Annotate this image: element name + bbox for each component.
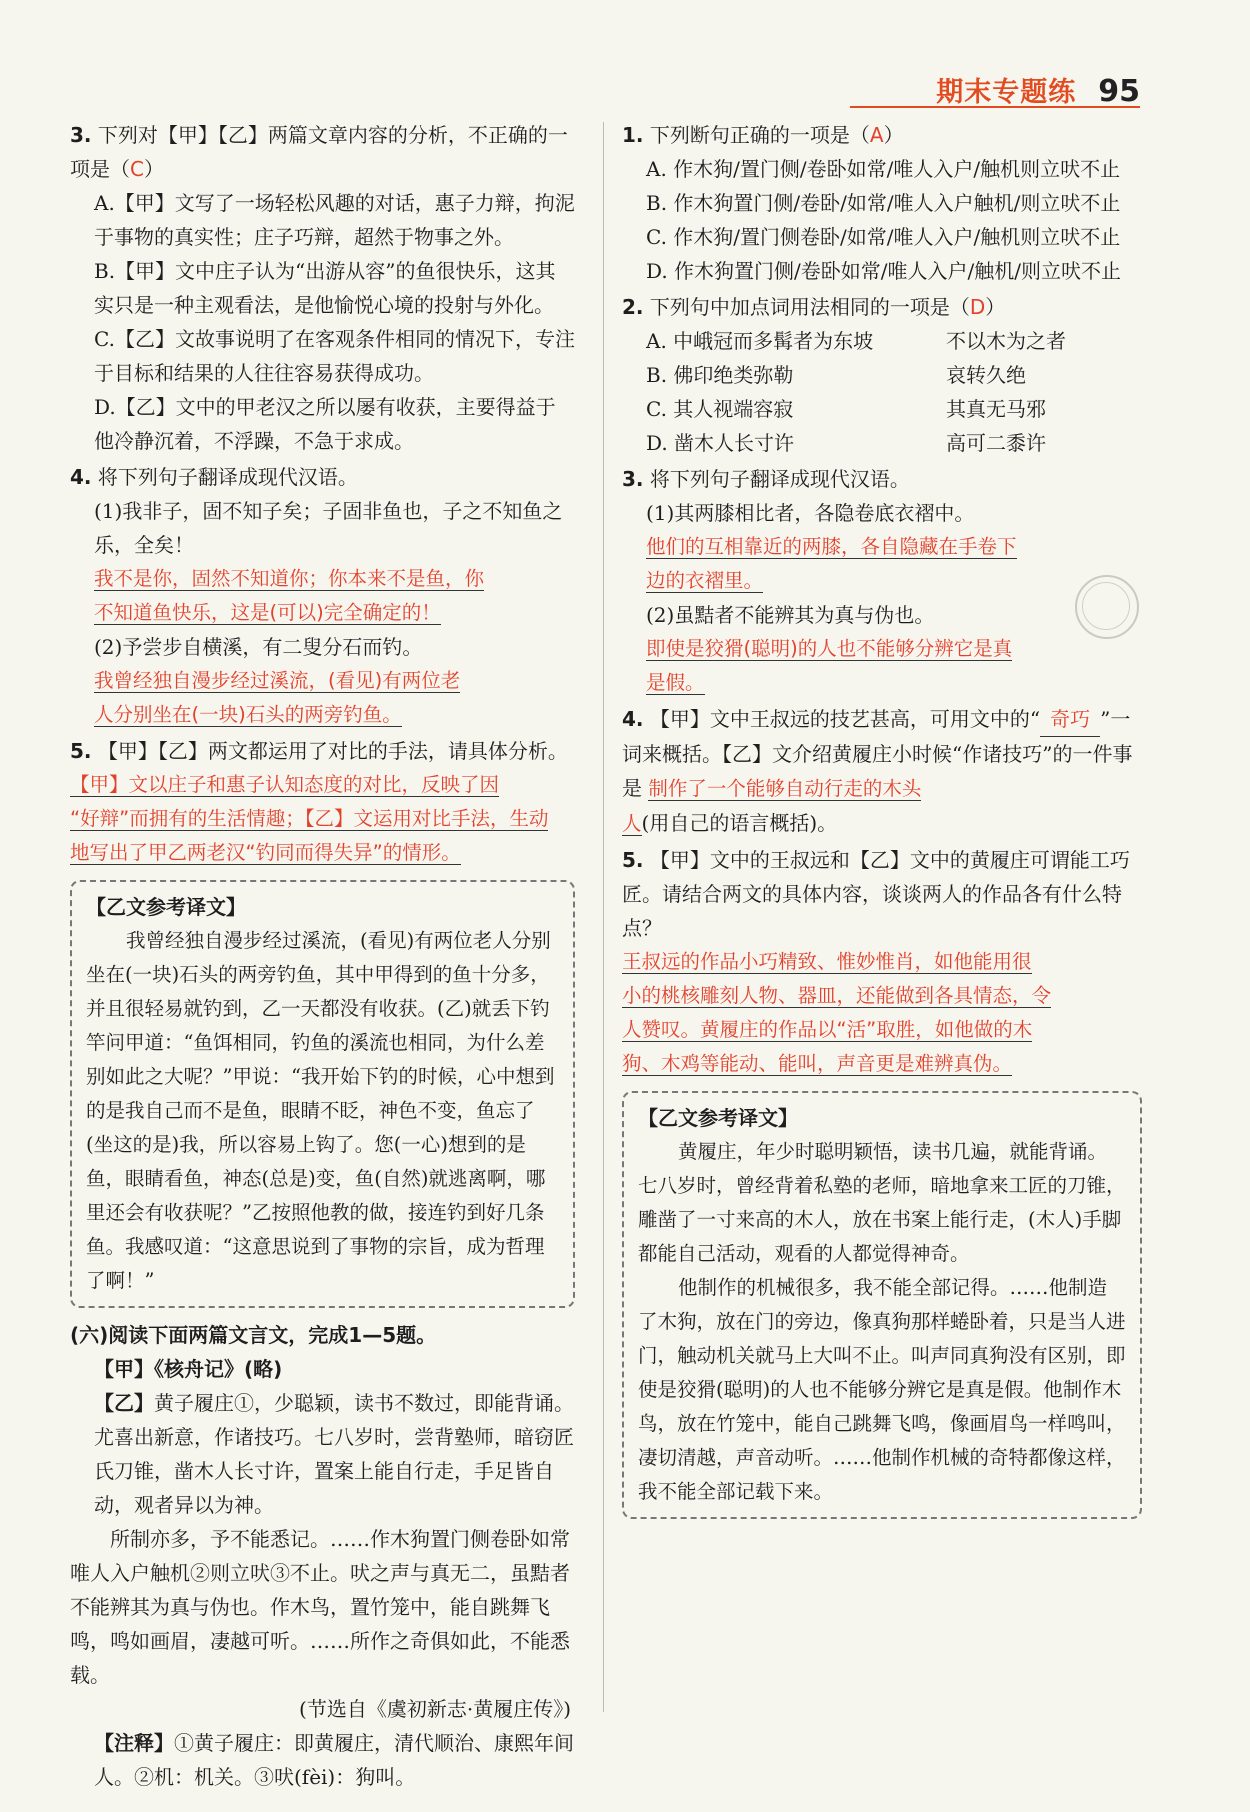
answer-line: 狗、木鸡等能动、能叫，声音更是难辨真伪。: [622, 1052, 1013, 1075]
question-stem: 下列句中加点词用法相同的一项是（: [649, 295, 970, 319]
answer: [622, 945, 1142, 1081]
sentence-1: (1)其两膝相比者，各隐卷底衣褶中。: [646, 501, 975, 525]
translation-body: 我曾经独自漫步经过溪流，(看见)有两位老人分别坐在(一块)石头的两旁钓鱼，其中甲得到的鱼十分多，并且很轻易就钓到，乙一天都没有收获。(乙)就丢下钓竿问甲道：“鱼饵相同，钓鱼的溪流也相同，为什么差别如此之大呢？”甲说：“我开始下钓的时候，心中想到的是我自己而不是鱼，眼睛不眨，神色不变，鱼忘了(坐这的是)我，所以容易上钩了。您(一心)想到的是鱼，眼睛看鱼，神态(总是)变，鱼(自然)就逃离啊，哪里还会有收获呢？”乙按照他教的做，接连钓到好几条鱼。我感叹道：“这意思说到了事物的宗旨，成为哲理了啊！”: [86, 929, 555, 1292]
reference-translation-box: [70, 880, 575, 1308]
question-stem: 将下列句子翻译成现代汉语。: [97, 465, 358, 489]
fill-blank-answer: 奇巧: [1040, 702, 1100, 737]
text-yi-label: 【乙】: [94, 1391, 154, 1415]
section-6: [70, 1318, 575, 1794]
note-text: ①黄子履庄：即黄履庄，清代顺治、康熙年间人。②机：机关。③吠(fèi)：狗叫。: [94, 1731, 574, 1789]
answer-line: 即使是狡猾(聪明)的人也不能够分辨它是真: [646, 637, 1013, 660]
translation-p2: 他制作的机械很多，我不能全部记得。……他制造了木狗，放在门的旁边，像真狗那样蜷卧着，只是当人进门，触动机关就马上大叫不止。叫声同真狗没有区别，即使是狡猾(聪明)的人也不能够分辨它是真是假。他制作木鸟，放在竹笼中，能自己跳舞飞鸣，像画眉鸟一样鸣叫，凄切清越，声音动听。……他制作机械的奇特都像这样，我不能全部记载下来。: [638, 1276, 1126, 1503]
answer: [70, 768, 575, 870]
left-question-3: [70, 118, 575, 458]
reference-translation-box: [622, 1091, 1142, 1519]
answer-1: [70, 562, 575, 630]
question-stem: 【甲】文中的王叔远和【乙】文中的黄履庄可谓能工巧匠。请结合两文的具体内容，谈谈两人的作品各有什么特点？: [622, 848, 1130, 940]
text-yi-p1: 黄子履庄①，少聪颖，读书不数过，即能背诵。尤喜出新意，作诸技巧。七八岁时，尝背塾师，暗窃匠氏刀锥，凿木人长寸许，置案上能自行走，手足皆自动，观者异以为神。: [94, 1391, 574, 1517]
question-stem: 下列对【甲】【乙】两篇文章内容的分析，不正确的一项是（: [70, 123, 568, 181]
question-text-c: (用自己的语言概括)。: [641, 811, 838, 835]
answer-line: “好辩”而拥有的生活情趣；【乙】文运用对比手法，生动: [70, 807, 549, 830]
answer-line: 他们的互相靠近的两膝，各自隐藏在手卷下: [646, 535, 1017, 558]
answer-line: 不知道鱼快乐，这是(可以)完全确定的！: [94, 601, 441, 624]
translation-title: 【乙文参考译文】: [638, 1106, 798, 1130]
question-number: 5.: [622, 848, 644, 872]
answer-choice: D: [969, 295, 986, 319]
option-a-left: A. 中峨冠而多髯者为东坡: [646, 329, 874, 353]
option-b: B.【甲】文中庄子认为“出游从容”的鱼很快乐，这其实只是一种主观看法，是他愉悦心境的投射与外化。: [94, 259, 556, 317]
question-stem-end: ）: [985, 295, 1006, 319]
question-number: 1.: [622, 123, 644, 147]
option-b-left: B. 佛印绝类弥勒: [646, 363, 794, 387]
option-a-right: 不以木为之者: [946, 329, 1066, 353]
column-divider: [603, 122, 604, 1712]
option-d: D. 作木狗置门侧/卷卧如常/唯人入户/触机/则立吠不止: [646, 259, 1121, 283]
answer-2: [622, 632, 1142, 700]
sentence-2: (2)予尝步自横溪，有二叟分石而钓。: [94, 635, 423, 659]
answer-line: 人赞叹。黄履庄的作品以“活”取胜，如他做的木: [622, 1018, 1033, 1041]
answer-line: 小的桃核雕刻人物、器皿，还能做到各具情态，令: [622, 984, 1052, 1007]
option-d-left: D. 凿木人长寸许: [646, 431, 795, 455]
text-yi-p2: 所制亦多，予不能悉记。……作木狗置门侧卷卧如常唯人入户触机②则立吠③不止。吠之声与真无二，虽黠者不能辨其为真与伪也。作木鸟，置竹笼中，能自跳舞飞鸣，鸣如画眉，凄越可听。……所作之奇俱如此，不能悉载。: [70, 1527, 570, 1687]
header-rule: [850, 106, 1140, 108]
answer-line: 是假。: [646, 671, 705, 694]
question-stem-end: ）: [143, 157, 164, 181]
right-column: [622, 118, 1142, 1529]
option-d: D.【乙】文中的甲老汉之所以屡有收获，主要得益于他冷静沉着，不浮躁，不急于求成。: [94, 395, 556, 453]
left-question-5: [70, 734, 575, 870]
answer-choice: C: [130, 157, 144, 181]
right-question-3: [622, 462, 1142, 700]
right-question-4: [622, 702, 1142, 841]
answer-line: 地写出了甲乙两老汉“钓同而得失异”的情形。: [70, 841, 461, 864]
option-c-right: 其真无马邪: [946, 397, 1046, 421]
translation-title: 【乙文参考译文】: [86, 895, 246, 919]
option-c: C. 作木狗/置门侧卷卧/如常/唯人入户/触机则立吠不止: [646, 225, 1121, 249]
section-title: (六)阅读下面两篇文言文，完成1—5题。: [70, 1323, 437, 1347]
option-a: A.【甲】文写了一场轻松风趣的对话，惠子力辩，拘泥于事物的真实性；庄子巧辩，超然于物事之外。: [94, 191, 575, 249]
option-c: C.【乙】文故事说明了在客观条件相同的情况下，专注于目标和结果的人往往容易获得成功。: [94, 327, 575, 385]
question-number: 4.: [70, 465, 92, 489]
left-column: [70, 118, 575, 1796]
text-jia: 【甲】《核舟记》(略): [94, 1357, 283, 1381]
option-b-right: 哀转久绝: [946, 363, 1026, 387]
right-question-1: [622, 118, 1142, 288]
question-number: 3.: [70, 123, 92, 147]
option-d-right: 高可二黍许: [946, 431, 1046, 455]
question-stem: 将下列句子翻译成现代汉语。: [649, 467, 910, 491]
series-title: 期末专题练: [936, 77, 1077, 108]
right-question-2: [622, 290, 1142, 460]
question-text-a: 【甲】文中王叔远的技艺甚高，可用文中的“: [649, 707, 1041, 731]
stamp-inner-ring: [1082, 582, 1130, 630]
answer-line: 人分别坐在(一块)石头的两旁钓鱼。: [94, 703, 402, 726]
answer-line: 我不是你，固然不知道你；你本来不是鱼，你: [94, 567, 485, 590]
option-b: B. 作木狗置门侧/卷卧/如常/唯人入户触机/则立吠不止: [646, 191, 1121, 215]
question-text-b: ”一词来概括。【乙】文介绍黄履庄小时候“作诸技巧”的一件事是: [622, 707, 1133, 800]
page-header: [936, 70, 1140, 109]
answer-choice: A: [869, 123, 884, 147]
answer-2: [70, 664, 575, 732]
question-number: 2.: [622, 295, 644, 319]
question-stem-end: ）: [883, 123, 904, 147]
answer-line: 制作了一个能够自动行走的木头: [648, 777, 922, 800]
answer-1: [622, 530, 1142, 598]
question-stem: 下列断句正确的一项是（: [649, 123, 870, 147]
option-a: A. 作木狗/置门侧/卷卧如常/唯人入户/触机则立吠不止: [646, 157, 1121, 181]
translation-p1: 黄履庄，年少时聪明颖悟，读书几遍，就能背诵。七八岁时，曾经背着私塾的老师，暗地拿来工匠的刀锥，雕凿了一寸来高的木人，放在书案上能行走，(木人)手脚都能自己活动，观看的人都觉得神奇。: [638, 1140, 1126, 1265]
source-citation: (节选自《虞初新志·黄履庄传》): [299, 1697, 571, 1721]
question-number: 3.: [622, 467, 644, 491]
answer-line: 【甲】文以庄子和惠子认知态度的对比，反映了因: [70, 773, 500, 796]
option-pairs: [622, 324, 1142, 460]
page-number: 95: [1098, 74, 1140, 109]
question-stem: 【甲】【乙】两文都运用了对比的手法，请具体分析。: [97, 739, 568, 763]
answer-line: 人: [622, 812, 642, 835]
option-c-left: C. 其人视端容寂: [646, 397, 794, 421]
note-label: 【注释】: [94, 1731, 174, 1755]
answer-line: 边的衣褶里。: [646, 569, 764, 592]
answer-line: 我曾经独自漫步经过溪流，(看见)有两位老: [94, 669, 461, 692]
sentence-1: (1)我非子，固不知子矣；子固非鱼也，子之不知鱼之乐，全矣！: [94, 499, 563, 557]
question-number: 4.: [622, 707, 644, 731]
left-question-4: [70, 460, 575, 732]
question-number: 5.: [70, 739, 92, 763]
right-question-5: [622, 843, 1142, 1081]
sentence-2: (2)虽黠者不能辨其为真与伪也。: [646, 603, 935, 627]
answer-line: 王叔远的作品小巧精致、惟妙惟肖，如他能用很: [622, 950, 1032, 973]
